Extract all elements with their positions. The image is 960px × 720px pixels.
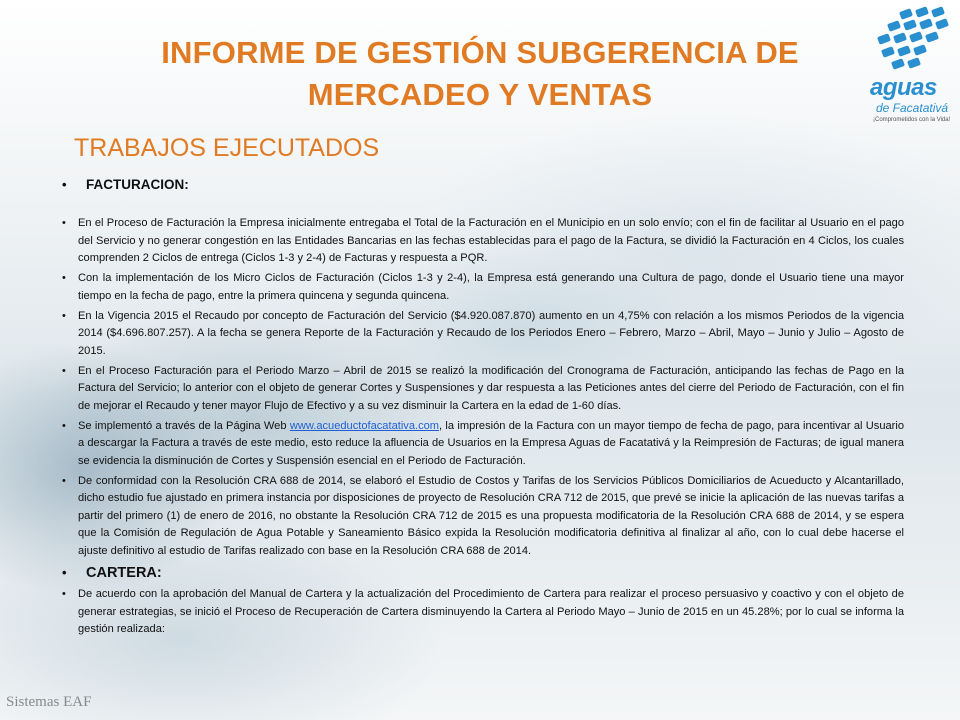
logo-tagline: ¡Comprometidos con la Vida! <box>873 117 951 123</box>
website-link[interactable]: www.acueductofacatativa.com <box>289 419 440 432</box>
report-body <box>62 176 904 641</box>
section-subtitle: TRABAJOS EJECUTADOS <box>74 134 380 162</box>
report-title-line-1: INFORME DE GESTIÓN SUBGERENCIA DE <box>161 35 799 70</box>
paragraph-cartera: • De acuerdo con la aprobación del Manual de Cartera y la actualización del Procedimiento de Cartera para realizar el proceso persuasivo y coactivo y con el objeto de generar estrategias, se inició el Proceso de Recuperación de Cartera disminuyendo la Cartera al Periodo Mayo – Junio de 2015 en un 45.28%; por lo cual se informa la gestión realizada: <box>62 586 904 639</box>
footer-watermark: Sistemas EAF <box>6 694 92 710</box>
paragraph-pagina-web-rest: , la impresión de la Factura con un mayor tiempo de fecha de pago, para incentivar al Usuario a descargar la Factura a través de este medio, esto reduce la afluencia de Usuarios en la Empresa Aguas de Facatativá y la Reimpresión de Facturas; de igual manera se evidencia la disminución de Cortes y Suspensión esencial en el Periodo de Facturación. <box>78 419 904 467</box>
paragraph-pagina-web-intro: Se implementó a través de la Página Web <box>78 419 290 432</box>
paragraph-cronograma: • En el Proceso Facturación para el Periodo Marzo – Abril de 2015 se realizó la modificación del Cronograma de Facturación, anticipando las fechas de Pago en la Factura del Servicio; lo anterior con el objeto de generar Cortes y Suspensiones y dar respuesta a las Peticiones antes del cierre del Periodo de Facturación, con el fin de mejorar el Recaudo y tener mayor Flujo de Efectivo y a su vez disminuir la Cartera en la edad de 1-60 días. <box>62 363 904 416</box>
logo-name-line-2: de Facatativá <box>876 101 949 115</box>
paragraph-resolucion-cra: • De conformidad con la Resolución CRA 688 de 2014, se elaboró el Estudio de Costos y Tarifas de los Servicios Públicos Domiciliarios de Acueducto y Alcantarillado, dicho estudio fue ajustado en primera instancia por disposiciones de proyecto de Resolución CRA 712 de 2015, que prevé se inicie la aplicación de las nuevas tarifas a partir del primero (1) de enero de 2016, no obstante la Resolución CRA 712 de 2015 es una propuesta modificatoria de la Resolución CRA 688 de 2014, y se espera que la Comisión de Regulación de Agua Potable y Saneamiento Básico expida la Resolución modificatoria definitiva al finalizar al año, con lo cual debe hacerse el ajuste definitivo al estudio de Tarifas realizado con base en la Resolución CRA 688 de 2014. <box>62 473 904 561</box>
logo-name-line-1: aguas <box>870 74 937 101</box>
report-title-line-2: MERCADEO Y VENTAS <box>307 77 653 112</box>
paragraph-facturacion-ciclos: • En el Proceso de Facturación la Empresa inicialmente entregaba el Total de la Facturación en el Municipio en un solo envío; con el fin de facilitar al Usuario en el pago del Servicio y no generar congestión en las Entidades Bancarias en las fechas establecidas para el pago de la Factura, se dividió la Facturación en 4 Ciclos, los cuales comprenden 2 Ciclos de entrega (Ciclos 1-3 y 2-4) de Facturas y respuesta a PQR. <box>62 215 904 268</box>
water-drops-logo-icon <box>866 6 958 76</box>
facturacion-heading: • FACTURACION: <box>62 175 904 195</box>
paragraph-recaudo-2015: • En la Vigencia 2015 el Recaudo por concepto de Facturación del Servicio ($4.920.087.870) aumento en un 4,75% con relación a los mismos Periodos de la vigencia 2014 ($4.696.807.257). A la fecha se genera Reporte de la Facturación y Recaudo de los Periodos Enero – Febrero, Marzo – Abril, Mayo – Junio y Julio – Agosto de 2015. <box>62 308 904 361</box>
company-logo <box>866 6 958 128</box>
cartera-heading: • CARTERA: <box>62 563 904 583</box>
paragraph-micro-ciclos: • Con la implementación de los Micro Ciclos de Facturación (Ciclos 1-3 y 2-4), la Empresa está generando una Cultura de pago, donde el Usuario tiene una mayor tiempo en la fecha de pago, entre la primera quincena y segunda quincena. <box>62 270 904 305</box>
report-title <box>100 32 860 116</box>
paragraph-pagina-web <box>62 418 904 471</box>
